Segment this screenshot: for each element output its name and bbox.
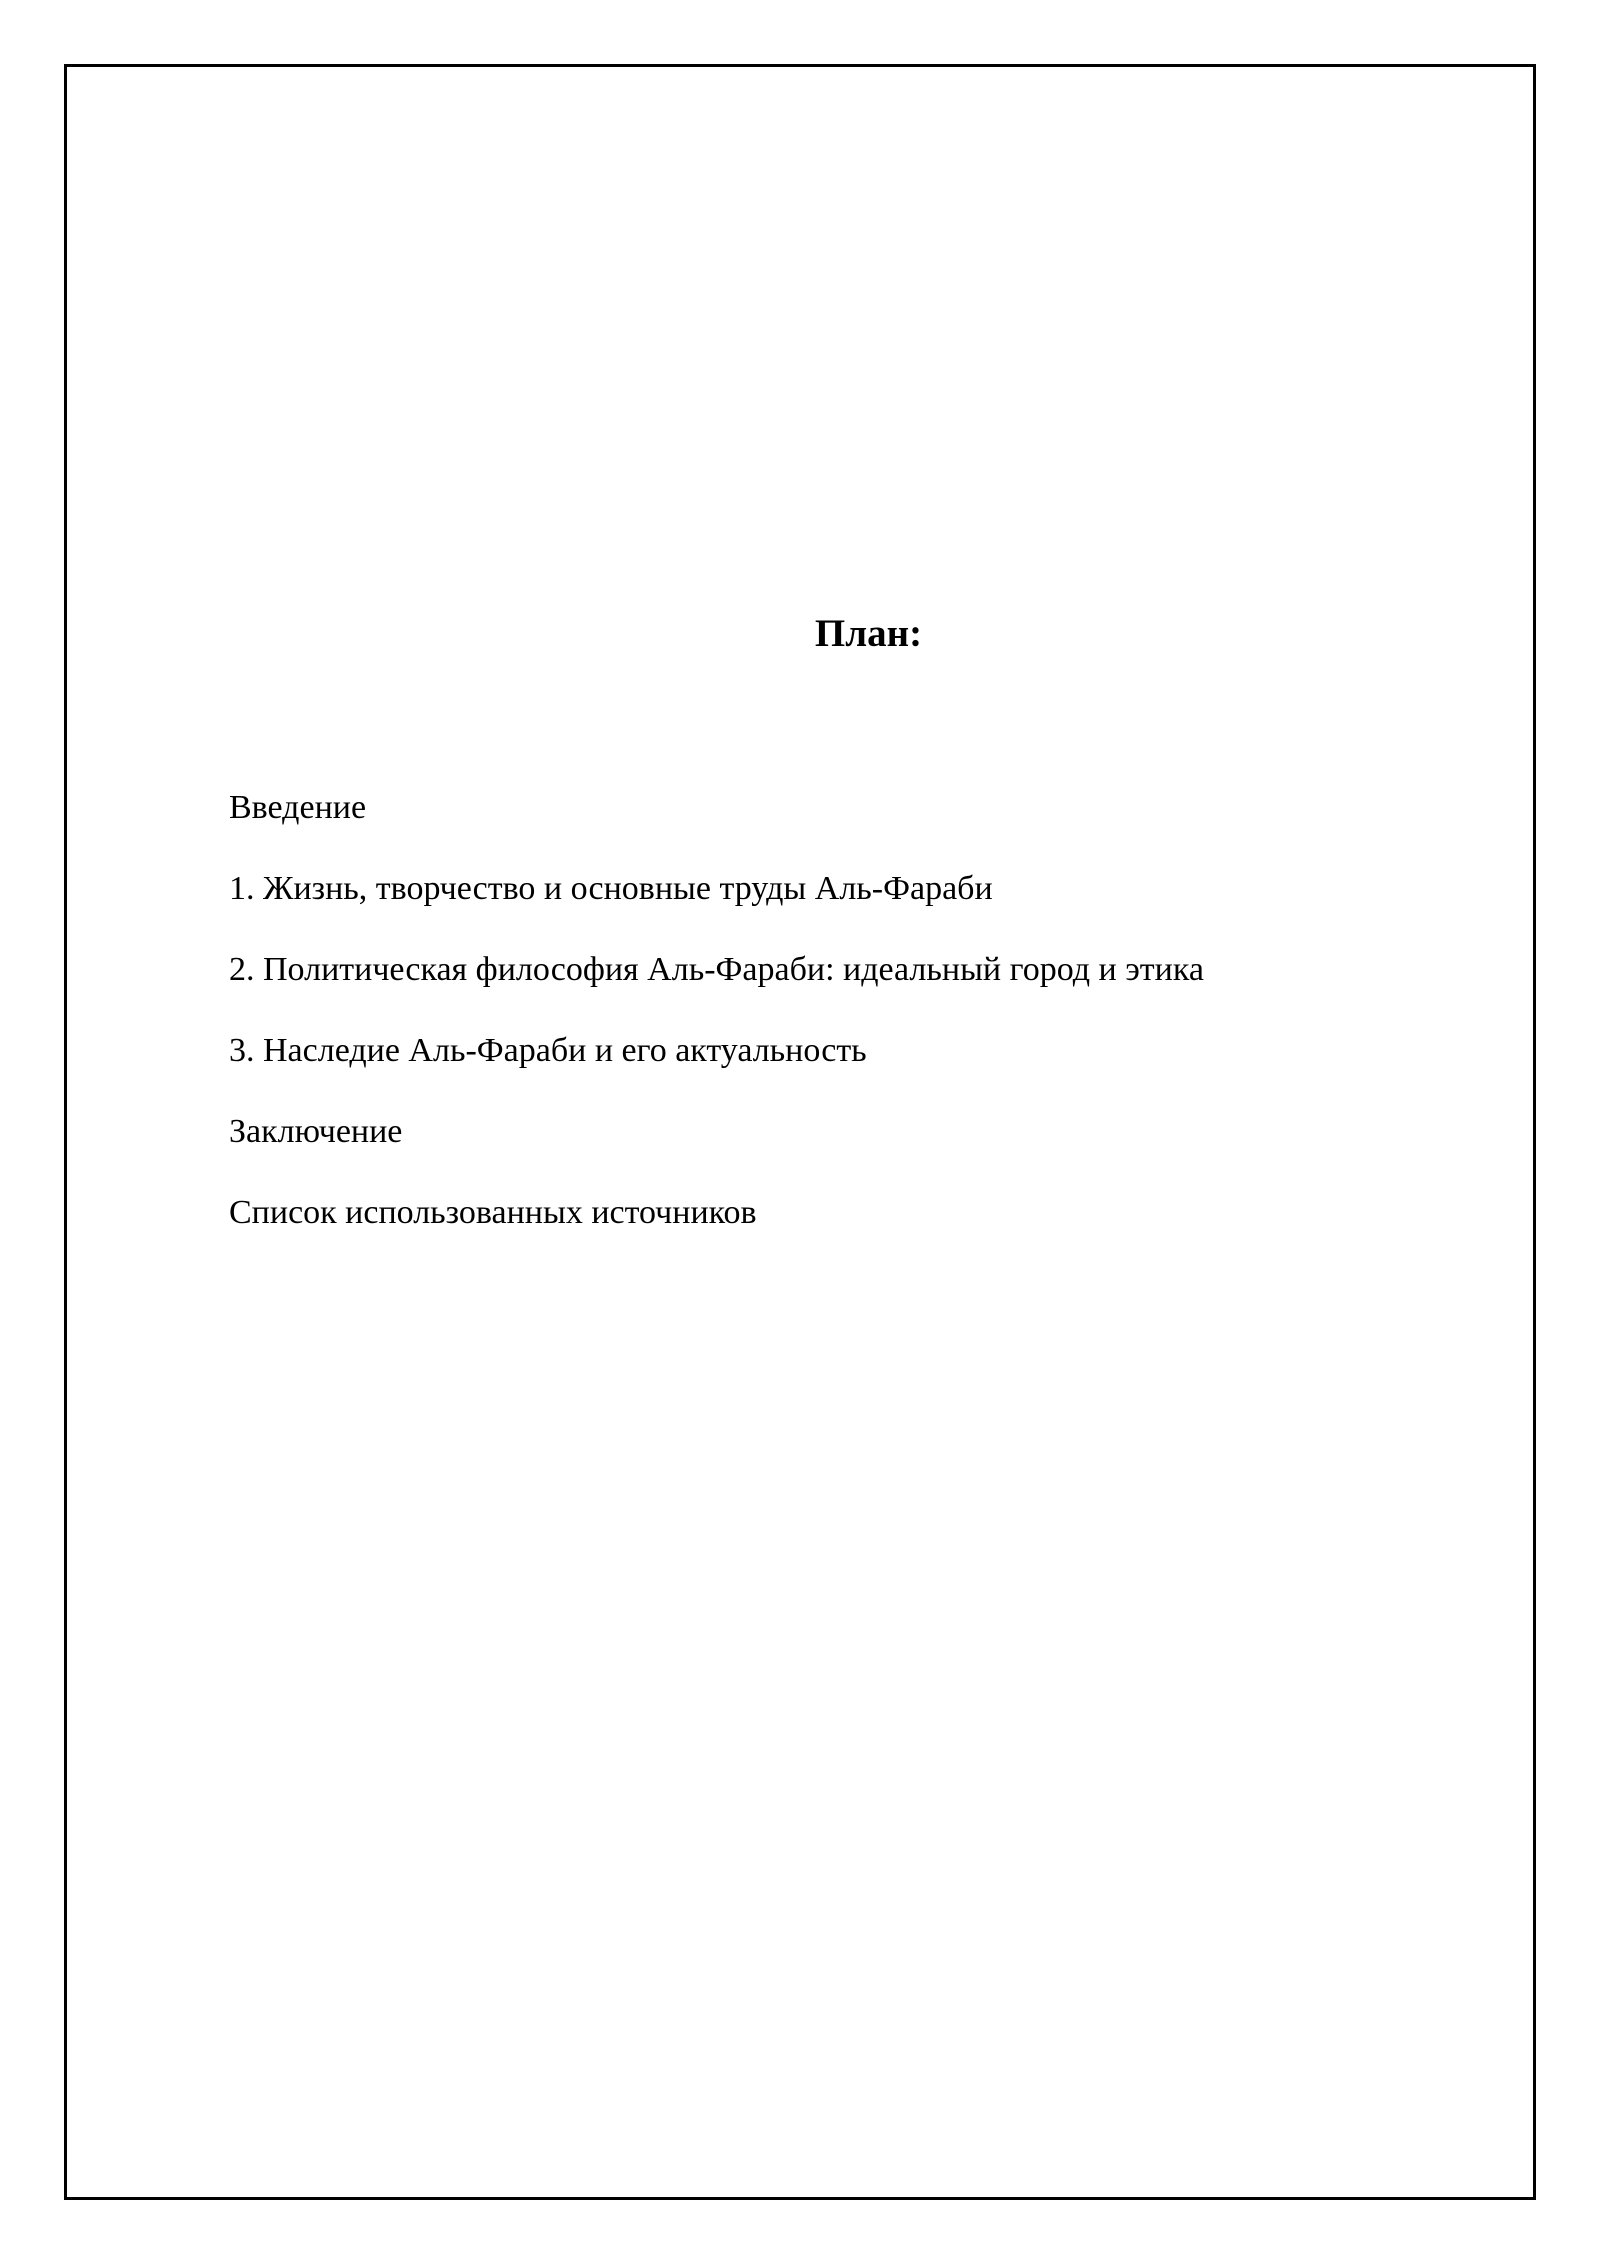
toc-item-references: Список использованных источников: [229, 1194, 757, 1231]
toc-item-chapter-1: 1. Жизнь, творчество и основные труды Аль-Фараби: [229, 870, 993, 907]
toc-item-conclusion: Заключение: [229, 1113, 403, 1150]
toc-item-chapter-2: 2. Политическая философия Аль-Фараби: идеальный город и этика: [229, 951, 1204, 988]
toc-item-chapter-3: 3. Наследие Аль-Фараби и его актуальность: [229, 1032, 867, 1069]
page-title: План:: [814, 612, 923, 655]
page-frame: [64, 64, 1536, 2200]
toc-item-introduction: Введение: [229, 789, 367, 826]
table-of-contents: [229, 767, 1204, 1253]
